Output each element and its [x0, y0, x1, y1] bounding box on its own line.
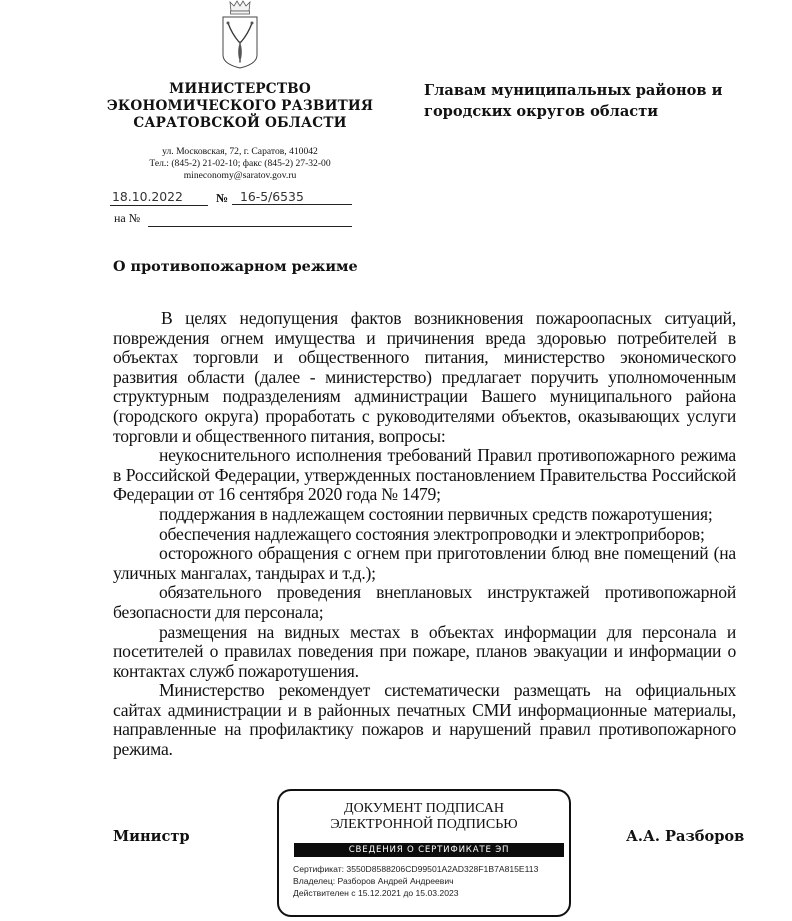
addressee-line: Главам муниципальных районов и [424, 82, 723, 99]
email-link[interactable]: mineconomy@saratov.gov.ru [183, 170, 297, 181]
ministry-name-line: САРАТОВСКОЙ ОБЛАСТИ [133, 115, 347, 131]
stamp-title [279, 801, 569, 833]
certificate-owner: Владелец: Разборов Андрей Андреевич [293, 876, 454, 886]
certificate-serial: Сертификат: 3550D8588206CD99501A2AD328F1B7A815E113 [293, 864, 539, 874]
document-subject: О противопожарном режиме [113, 258, 358, 275]
body-paragraph: Министерство рекомендует систематически размещать на официальных сайтах администрации и в районных печатных СМИ информационные материалы, направленные на профилактику пожаров и нарушений правил противопожарного режима. [113, 680, 736, 760]
signer-name: А.А. Разборов [626, 828, 745, 845]
electronic-signature-stamp [277, 789, 571, 917]
stamp-title-line: ЭЛЕКТРОННОЙ ПОДПИСЬЮ [330, 817, 518, 832]
body-list-item: обеспечения надлежащего состояния электропроводки и электроприборов; [159, 523, 705, 544]
body-list-item: осторожного обращения с огнем при приготовлении блюд вне помещений (на уличных мангалах, тандырах и т.д.); [113, 543, 736, 583]
body-paragraph: В целях недопущения фактов возникновения пожароопасных ситуаций, повреждения огнем имущества и причинения вреда здоровью потребителей в объектах торговли и общественного питания, министерство экономического развития области (далее - министерство) предлагает поручить уполномоченным структурным подразделениям администрации Вашего муниципального района (городского округа) проработать с руководителями объектов, оказывающих услуги торговли и общественного питания, вопросы: [113, 308, 736, 446]
addressee [424, 80, 744, 122]
address-line: ул. Московская, 72, г. Саратов, 410042 [162, 146, 318, 157]
ministry-name [100, 81, 380, 132]
ministry-name-line: ЭКОНОМИЧЕСКОГО РАЗВИТИЯ [106, 98, 374, 114]
body-list-item: размещения на видных местах в объектах информации для персонала и посетителей о правилах поведения при пожаре, планов эвакуации и информации о контактах служб пожаротушения. [113, 621, 736, 681]
document-date: 18.10.2022 [110, 189, 208, 206]
ministry-contacts [100, 146, 380, 182]
addressee-line: городских округов области [424, 103, 659, 120]
certificate-details [293, 863, 571, 899]
phone-fax-line: Тел.: (845-2) 21-02-10; факс (845-2) 27-32-00 [149, 158, 331, 169]
document-number: 16-5/6535 [232, 189, 352, 205]
coat-of-arms-icon [212, 0, 268, 70]
reference-number-field [148, 226, 352, 227]
reference-label: на № [114, 211, 141, 225]
document-body [113, 309, 736, 760]
certificate-info-band: СВЕДЕНИЯ О СЕРТИФИКАТЕ ЭП [294, 843, 564, 857]
number-label: № [216, 191, 229, 205]
body-list-item: поддержания в надлежащем состоянии первичных средств пожаротушения; [159, 503, 713, 524]
signer-title: Министр [113, 828, 190, 845]
stamp-title-line: ДОКУМЕНТ ПОДПИСАН [344, 801, 504, 816]
certificate-validity: Действителен с 15.12.2021 до 15.03.2023 [293, 888, 459, 898]
body-list-item: обязательного проведения внеплановых инструктажей противопожарной безопасности для персонала; [113, 582, 736, 622]
ministry-name-line: МИНИСТЕРСТВО [169, 81, 311, 97]
body-list-item: неукоснительного исполнения требований Правил противопожарного режима в Российской Федерации, утвержденных постановлением Правительства Российской Федерации от 16 сентября 2020 года № 1479; [113, 445, 736, 505]
